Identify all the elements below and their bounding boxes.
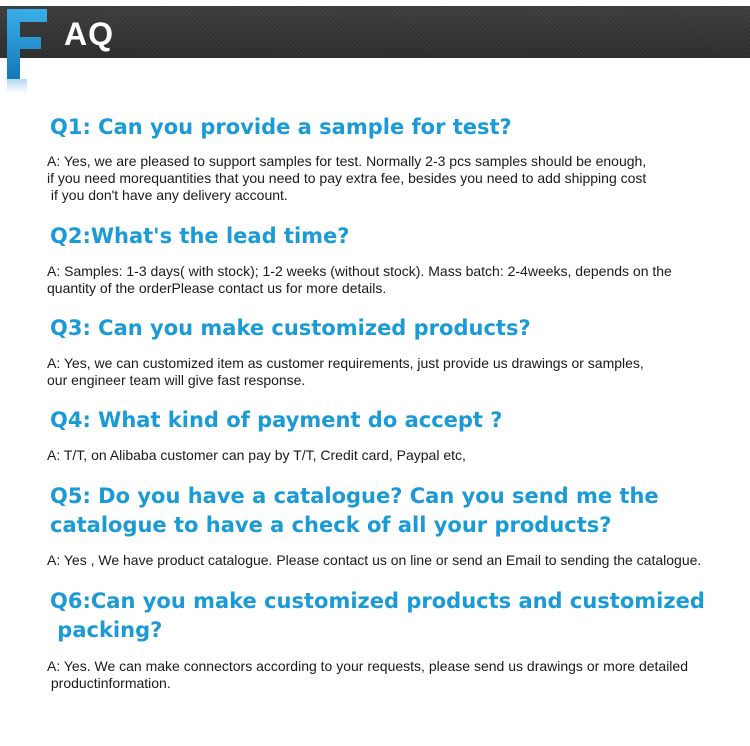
faq-answer-6-line-2: productinformation. <box>47 675 171 691</box>
faq-question-6-line-1: Q6:Can you make customized products and customized <box>50 589 705 613</box>
faq-answer-5-line-1: A: Yes , We have product catalogue. Please contact us on line or send an Email to sending the catalogue. <box>47 552 702 568</box>
faq-question-4: Q4: What kind of payment do accept ? <box>50 408 503 432</box>
faq-question-1: Q1: Can you provide a sample for test? <box>50 115 512 139</box>
page-title: AQ <box>64 16 114 52</box>
faq-answer-6-line-1: A: Yes. We can make connectors according to your requests, please send us drawings or more detailed <box>47 658 688 674</box>
faq-question-3: Q3: Can you make customized products? <box>50 316 531 340</box>
faq-question-5-line-1: Q5: Do you have a catalogue? Can you send me the <box>50 484 659 508</box>
faq-answer-4-line-1: A: T/T, on Alibaba customer can pay by T/T, Credit card, Paypal etc, <box>47 447 466 463</box>
faq-question-5-line-2: catalogue to have a check of all your products? <box>50 513 612 537</box>
faq-question-2: Q2:What's the lead time? <box>50 224 350 248</box>
faq-answer-1-line-3: if you don't have any delivery account. <box>47 187 288 203</box>
faq-question-6-line-2: packing? <box>50 618 163 642</box>
faq-answer-2-line-1: A: Samples: 1-3 days( with stock); 1-2 weeks (without stock). Mass batch: 2-4weeks, depends on the <box>47 263 672 279</box>
faq-answer-1-line-1: A: Yes, we are pleased to support samples for test. Normally 2-3 pcs samples should be enough, <box>47 153 647 169</box>
faq-answer-1-line-2: if you need morequantities that you need to pay extra fee, besides you need to add shipping cost <box>47 170 647 186</box>
faq-answer-3-line-1: A: Yes, we can customized item as customer requirements, just provide us drawings or samples, <box>47 355 644 371</box>
faq-answer-2-line-2: quantity of the orderPlease contact us for more details. <box>47 280 387 296</box>
faq-answer-3-line-2: our engineer team will give fast response. <box>47 372 306 388</box>
